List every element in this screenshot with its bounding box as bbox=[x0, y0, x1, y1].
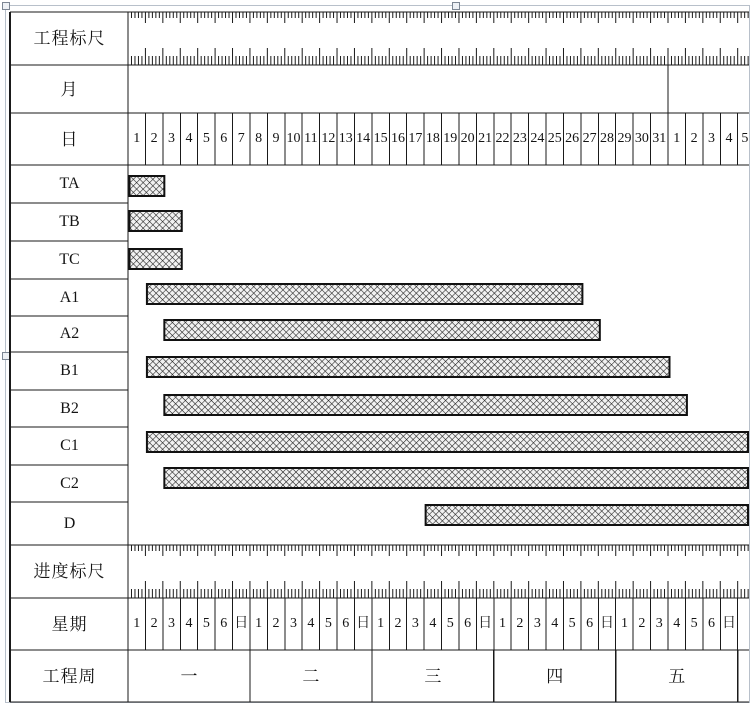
weekday-tick-label: 1 bbox=[620, 616, 628, 631]
row-label-day: 日 bbox=[60, 129, 79, 149]
row-label-month: 月 bbox=[60, 79, 79, 99]
day-tick-label: 17 bbox=[408, 131, 423, 146]
project-ruler-top-ticks bbox=[128, 12, 748, 23]
weekday-tick-label: 4 bbox=[673, 616, 681, 631]
weekday-tick-label: 3 bbox=[168, 616, 176, 631]
day-tick-label: 27 bbox=[582, 131, 597, 146]
gantt-bar-c2 bbox=[164, 468, 748, 488]
day-tick-label: 10 bbox=[286, 131, 301, 146]
weekday-tick-label: 5 bbox=[324, 616, 332, 631]
day-tick-label: 11 bbox=[304, 131, 318, 146]
weekday-tick-label: 1 bbox=[255, 616, 263, 631]
task-label: C2 bbox=[60, 474, 79, 492]
day-tick-label: 23 bbox=[512, 131, 527, 146]
weekday-tick-label: 2 bbox=[516, 616, 524, 631]
weekday-tick-label: 6 bbox=[464, 616, 472, 631]
day-tick-label: 1 bbox=[673, 131, 681, 146]
progress-ruler-bottom-ticks bbox=[128, 581, 748, 598]
day-tick-label: 31 bbox=[652, 131, 667, 146]
project-week-label: 一 bbox=[180, 666, 198, 686]
day-tick-label: 16 bbox=[390, 131, 405, 146]
weekday-tick-label: 1 bbox=[499, 616, 506, 631]
weekday-tick-label: 2 bbox=[394, 616, 402, 631]
day-tick-label: 9 bbox=[272, 131, 280, 146]
weekday-tick-label: 3 bbox=[289, 616, 297, 631]
task-label: A1 bbox=[59, 288, 80, 306]
row-label-weekday: 星期 bbox=[51, 614, 88, 634]
project-ruler-bottom-ticks bbox=[128, 48, 748, 65]
weekday-tick-label: 1 bbox=[133, 616, 141, 631]
day-tick-label: 3 bbox=[168, 131, 176, 146]
weekday-tick-label: 6 bbox=[586, 616, 594, 631]
gantt-bar-ta bbox=[130, 176, 165, 196]
gantt-bar-a2 bbox=[164, 320, 599, 340]
gantt-bar-a1 bbox=[147, 284, 582, 304]
project-week-label: 三 bbox=[424, 666, 442, 686]
weekday-tick-label: 日 bbox=[478, 616, 493, 631]
day-tick-label: 13 bbox=[338, 131, 353, 146]
weekday-tick-label: 6 bbox=[342, 616, 350, 631]
weekday-tick-label: 日 bbox=[721, 616, 736, 631]
gantt-bar-c1 bbox=[147, 432, 748, 452]
gantt-bar-tb bbox=[130, 211, 182, 231]
day-tick-label: 18 bbox=[425, 131, 440, 146]
weekday-tick-label: 2 bbox=[150, 616, 158, 631]
day-tick-label: 7 bbox=[237, 131, 245, 146]
day-tick-label: 2 bbox=[690, 131, 698, 146]
day-tick-label: 25 bbox=[547, 131, 562, 146]
day-tick-label: 19 bbox=[443, 131, 458, 146]
weekday-tick-label: 4 bbox=[429, 616, 437, 631]
task-label: C1 bbox=[60, 437, 79, 454]
day-tick-label: 5 bbox=[741, 131, 749, 146]
row-label-project-week: 工程周 bbox=[42, 666, 97, 686]
row-label-progress-ruler: 进度标尺 bbox=[33, 562, 106, 581]
weekday-tick-label: 3 bbox=[655, 616, 663, 631]
project-week-label: 五 bbox=[668, 666, 686, 686]
day-tick-label: 2 bbox=[150, 131, 158, 146]
weekday-tick-label: 6 bbox=[220, 616, 228, 631]
day-tick-label: 22 bbox=[495, 131, 510, 146]
task-label: TC bbox=[59, 251, 80, 268]
weekday-tick-label: 5 bbox=[568, 616, 576, 631]
weekday-tick-label: 4 bbox=[185, 616, 193, 631]
task-label: A2 bbox=[59, 325, 80, 342]
task-label: D bbox=[63, 514, 76, 532]
day-tick-label: 29 bbox=[617, 131, 632, 146]
day-tick-label: 6 bbox=[220, 131, 228, 146]
day-tick-label: 20 bbox=[460, 131, 475, 146]
weekday-tick-label: 6 bbox=[708, 616, 716, 631]
weekday-tick-label: 5 bbox=[690, 616, 698, 631]
weekday-tick-label: 4 bbox=[551, 616, 559, 631]
project-week-label: 二 bbox=[302, 666, 320, 686]
day-tick-label: 1 bbox=[133, 131, 141, 146]
gantt-bar-b1 bbox=[147, 357, 670, 377]
weekday-tick-label: 3 bbox=[533, 616, 541, 631]
day-tick-label: 24 bbox=[530, 131, 545, 146]
progress-ruler-top-ticks bbox=[128, 545, 748, 556]
day-tick-label: 28 bbox=[600, 131, 615, 146]
task-label: TB bbox=[59, 213, 80, 230]
weekday-tick-label: 日 bbox=[234, 616, 249, 631]
task-label: B1 bbox=[60, 362, 79, 379]
day-tick-label: 26 bbox=[565, 131, 580, 146]
weekday-tick-label: 2 bbox=[272, 616, 280, 631]
row-label-project-ruler: 工程标尺 bbox=[33, 29, 106, 48]
day-tick-label: 15 bbox=[373, 131, 388, 146]
weekday-tick-label: 2 bbox=[638, 616, 646, 631]
gantt-bar-b2 bbox=[164, 395, 687, 415]
task-label: TA bbox=[59, 175, 80, 192]
weekday-tick-label: 4 bbox=[307, 616, 315, 631]
gantt-bars bbox=[130, 176, 749, 525]
weekday-tick-label: 5 bbox=[202, 616, 210, 631]
weekday-tick-label: 5 bbox=[446, 616, 454, 631]
day-tick-label: 4 bbox=[185, 131, 193, 146]
gantt-bar-d bbox=[426, 505, 748, 525]
weekday-tick-label: 日 bbox=[600, 616, 615, 631]
gantt-bar-tc bbox=[130, 249, 182, 269]
day-tick-label: 4 bbox=[725, 131, 733, 146]
day-tick-label: 12 bbox=[321, 131, 336, 146]
day-tick-label: 14 bbox=[356, 131, 371, 146]
project-week-label: 四 bbox=[546, 666, 564, 686]
weekday-tick-label: 日 bbox=[356, 616, 371, 631]
day-tick-label: 8 bbox=[255, 131, 263, 146]
day-tick-label: 3 bbox=[708, 131, 716, 146]
task-label: B2 bbox=[60, 399, 79, 417]
day-tick-label: 5 bbox=[202, 131, 210, 146]
weekday-tick-label: 1 bbox=[377, 616, 385, 631]
day-tick-label: 30 bbox=[634, 131, 649, 146]
day-tick-label: 21 bbox=[478, 131, 493, 146]
weekday-tick-label: 3 bbox=[411, 616, 419, 631]
